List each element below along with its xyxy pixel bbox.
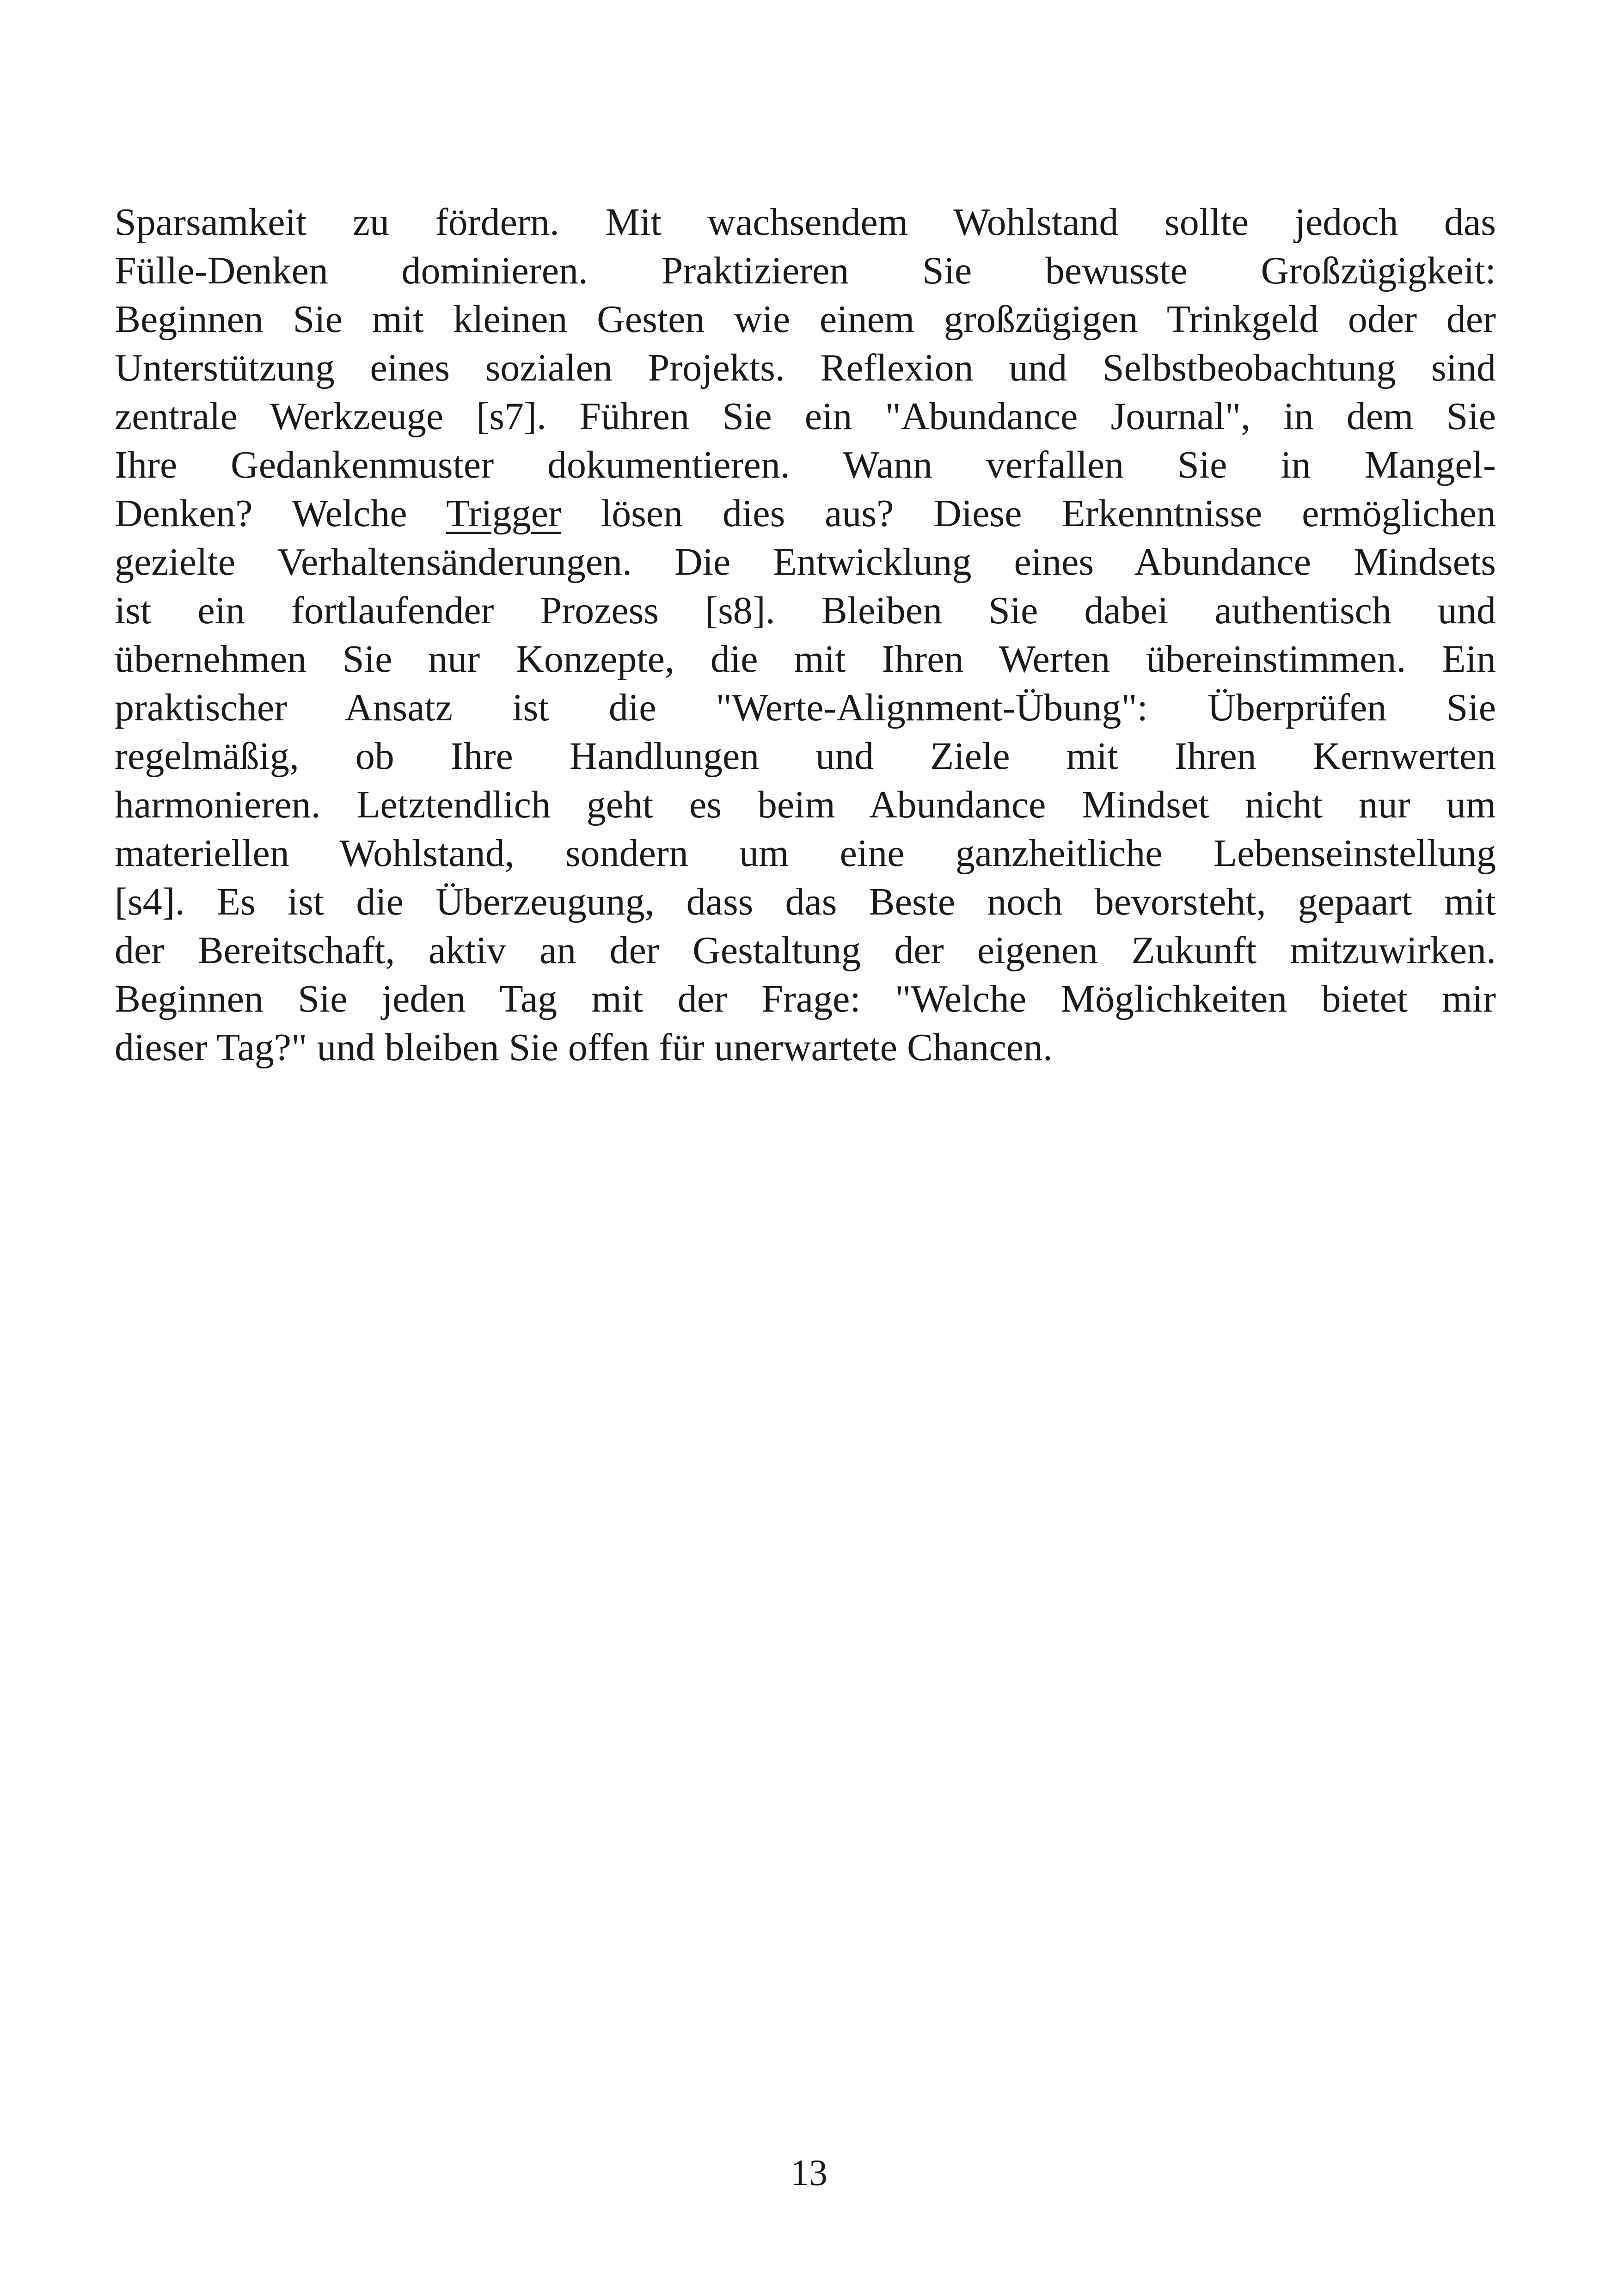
- text-line: Unterstützung eines sozialen Projekts. Reflexion und Selbstbeobachtung sind: [115, 346, 1496, 389]
- text-fragment: lösen dies aus? Diese Erkenntnisse ermöglichen: [561, 492, 1496, 535]
- text-line: Beginnen Sie jeden Tag mit der Frage: "Welche Möglichkeiten bietet mir: [115, 977, 1496, 1020]
- text-line: Beginnen Sie mit kleinen Gesten wie einem großzügigen Trinkgeld oder der: [115, 298, 1496, 341]
- text-line: der Bereitschaft, aktiv an der Gestaltung der eigenen Zukunft mitzuwirken.: [115, 929, 1496, 972]
- underlined-term: Trigger: [446, 492, 561, 535]
- text-line: gezielte Verhaltensänderungen. Die Entwicklung eines Abundance Mindsets: [115, 540, 1496, 583]
- text-fragment: Denken? Welche: [115, 492, 446, 535]
- text-line: [s4]. Es ist die Überzeugung, dass das Beste noch bevorsteht, gepaart mit: [115, 880, 1496, 923]
- body-paragraph: [115, 198, 1496, 1072]
- text-line: ist ein fortlaufender Prozess [s8]. Bleiben Sie dabei authentisch und: [115, 589, 1496, 632]
- text-line: zentrale Werkzeuge [s7]. Führen Sie ein "Abundance Journal", in dem Sie: [115, 395, 1496, 438]
- text-line: Fülle-Denken dominieren. Praktizieren Sie bewusste Großzügigkeit:: [115, 249, 1496, 292]
- text-line: harmonieren. Letztendlich geht es beim Abundance Mindset nicht nur um: [115, 783, 1496, 826]
- text-line: Sparsamkeit zu fördern. Mit wachsendem Wohlstand sollte jedoch das: [115, 201, 1496, 244]
- text-line: übernehmen Sie nur Konzepte, die mit Ihren Werten übereinstimmen. Ein: [115, 638, 1496, 681]
- text-line: regelmäßig, ob Ihre Handlungen und Ziele mit Ihren Kernwerten: [115, 735, 1496, 778]
- text-line: materiellen Wohlstand, sondern um eine ganzheitliche Lebenseinstellung: [115, 832, 1496, 875]
- text-line: dieser Tag?" und bleiben Sie offen für unerwartete Chancen.: [115, 1026, 1053, 1069]
- page-number: 13: [791, 2153, 827, 2193]
- text-line: praktischer Ansatz ist die "Werte-Alignment-Übung": Überprüfen Sie: [115, 686, 1496, 729]
- text-line: [115, 489, 1496, 538]
- text-line: Ihre Gedankenmuster dokumentieren. Wann verfallen Sie in Mangel-: [115, 443, 1496, 486]
